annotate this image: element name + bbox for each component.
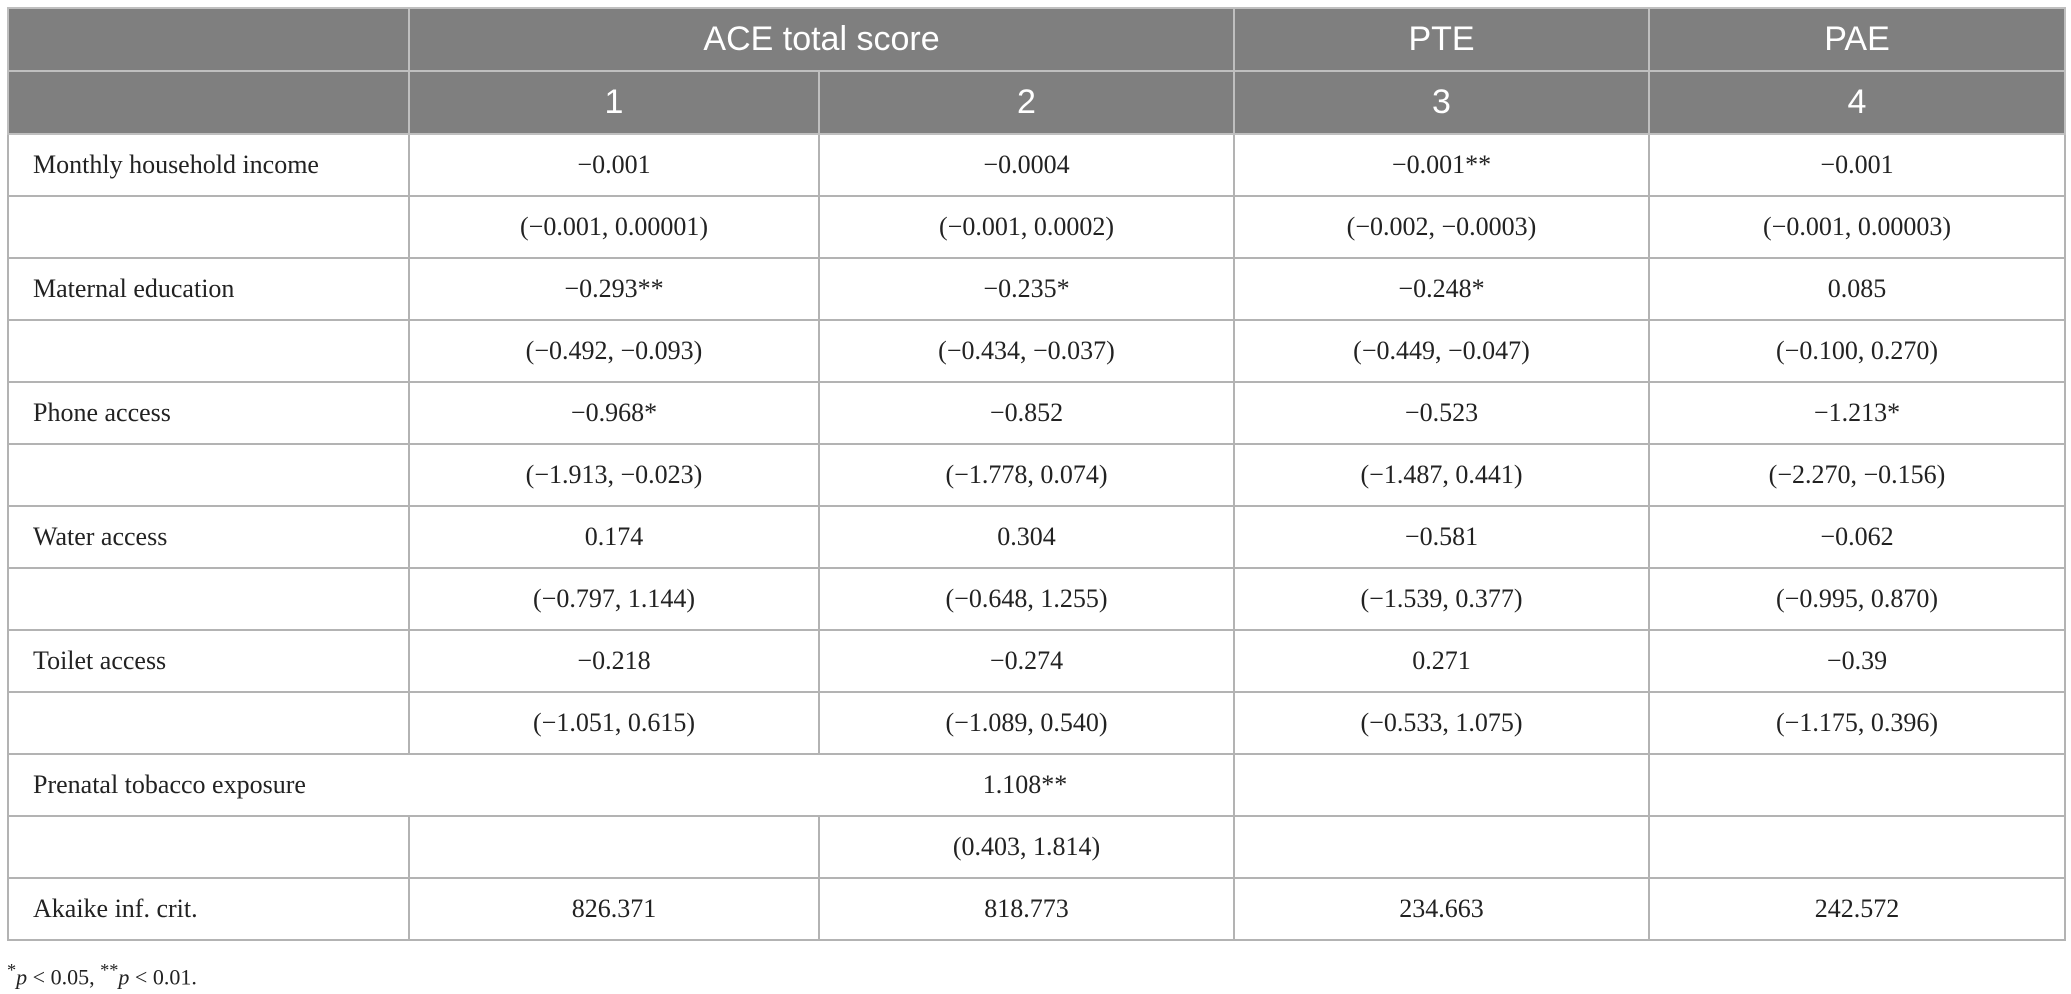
table-cell: (−0.492, −0.093): [409, 320, 819, 382]
table-cell: −0.218: [409, 630, 819, 692]
table-cell: (−1.051, 0.615): [409, 692, 819, 754]
header-model-2: 2: [819, 71, 1234, 134]
table-cell: (−0.001, 0.00001): [409, 196, 819, 258]
header-pte: PTE: [1234, 8, 1649, 71]
table-row: [8, 134, 2065, 196]
header-model-3: 3: [1234, 71, 1649, 134]
table-cell: −0.062: [1649, 506, 2065, 568]
table-cell: −0.968*: [409, 382, 819, 444]
table-cell: (−0.001, 0.00003): [1649, 196, 2065, 258]
table-cell: −0.274: [819, 630, 1234, 692]
table-cell: [1649, 816, 2065, 878]
tobacco-merged-cell: [8, 754, 1234, 816]
table-cell: −0.852: [819, 382, 1234, 444]
table-cell: −0.0004: [819, 134, 1234, 196]
footnote-text-2: < 0.01.: [129, 964, 197, 990]
regression-table-container: [7, 7, 2064, 941]
table-cell: −0.293**: [409, 258, 819, 320]
table-cell: (−0.995, 0.870): [1649, 568, 2065, 630]
table-row: [8, 506, 2065, 568]
table-cell: (−0.434, −0.037): [819, 320, 1234, 382]
row-label: [8, 444, 409, 506]
table-cell: (−1.175, 0.396): [1649, 692, 2065, 754]
table-cell: (−1.913, −0.023): [409, 444, 819, 506]
table-cell: (−0.100, 0.270): [1649, 320, 2065, 382]
table-cell: (−1.539, 0.377): [1234, 568, 1649, 630]
table-cell: −0.001: [1649, 134, 2065, 196]
footnote-p-2: p: [118, 964, 130, 990]
table-cell: [1234, 816, 1649, 878]
header-ace-total-score: ACE total score: [409, 8, 1234, 71]
footnote-star-1: *: [7, 960, 17, 980]
table-cell: [409, 816, 819, 878]
table-cell: (−0.797, 1.144): [409, 568, 819, 630]
table-cell: −0.001**: [1234, 134, 1649, 196]
table-cell: −0.523: [1234, 382, 1649, 444]
table-cell-merged-value: 1.108**: [982, 770, 1068, 799]
table-row-tobacco: [8, 754, 2065, 816]
table-row: [8, 444, 2065, 506]
header-blank-cell-2: [8, 71, 409, 134]
row-label: Prenatal tobacco exposure: [33, 770, 306, 799]
table-cell: −0.235*: [819, 258, 1234, 320]
table-cell: (−0.449, −0.047): [1234, 320, 1649, 382]
header-blank-cell: [8, 8, 409, 71]
table-cell: −1.213*: [1649, 382, 2065, 444]
table-cell: 0.271: [1234, 630, 1649, 692]
table-cell: −0.001: [409, 134, 819, 196]
table-cell: 0.304: [819, 506, 1234, 568]
header-pae: PAE: [1649, 8, 2065, 71]
table-cell: (−0.533, 1.075): [1234, 692, 1649, 754]
table-cell: (−0.001, 0.0002): [819, 196, 1234, 258]
table-cell: (0.403, 1.814): [819, 816, 1234, 878]
row-label: Akaike inf. crit.: [8, 878, 409, 940]
row-label: [8, 196, 409, 258]
footnote-text-1: < 0.05,: [27, 964, 101, 990]
header-row-groups: [8, 8, 2065, 71]
table-row: [8, 258, 2065, 320]
row-label: Monthly household income: [8, 134, 409, 196]
table-cell: (−1.487, 0.441): [1234, 444, 1649, 506]
table-cell: −0.581: [1234, 506, 1649, 568]
table-row: [8, 630, 2065, 692]
row-label: Water access: [8, 506, 409, 568]
table-row: [8, 196, 2065, 258]
row-label: [8, 692, 409, 754]
table-cell: (−1.778, 0.074): [819, 444, 1234, 506]
table-cell: (−1.089, 0.540): [819, 692, 1234, 754]
row-label: [8, 568, 409, 630]
table-cell: [1649, 754, 2065, 816]
table-row: [8, 382, 2065, 444]
table-row-tobacco-ci: [8, 816, 2065, 878]
table-header: [8, 8, 2065, 134]
table-cell: 0.174: [409, 506, 819, 568]
table-cell: (−0.002, −0.0003): [1234, 196, 1649, 258]
table-cell: 234.663: [1234, 878, 1649, 940]
table-cell: 242.572: [1649, 878, 2065, 940]
table-cell: 0.085: [1649, 258, 2065, 320]
table-row: [8, 568, 2065, 630]
table-cell: [1234, 754, 1649, 816]
table-cell: (−0.648, 1.255): [819, 568, 1234, 630]
table-row: [8, 320, 2065, 382]
table-row: [8, 692, 2065, 754]
table-cell: −0.248*: [1234, 258, 1649, 320]
table-footnote: [7, 960, 197, 990]
row-label: Phone access: [8, 382, 409, 444]
header-model-1: 1: [409, 71, 819, 134]
table-cell: −0.39: [1649, 630, 2065, 692]
header-row-model-numbers: [8, 71, 2065, 134]
table-row-aic: [8, 878, 2065, 940]
header-model-4: 4: [1649, 71, 2065, 134]
table-cell: 826.371: [409, 878, 819, 940]
row-label: [8, 320, 409, 382]
row-label: [8, 816, 409, 878]
regression-table: [7, 7, 2066, 941]
table-body: [8, 134, 2065, 940]
row-label: Toilet access: [8, 630, 409, 692]
footnote-p-1: p: [16, 964, 28, 990]
table-cell: (−2.270, −0.156): [1649, 444, 2065, 506]
table-cell: 818.773: [819, 878, 1234, 940]
footnote-star-2: **: [100, 960, 119, 980]
row-label: Maternal education: [8, 258, 409, 320]
